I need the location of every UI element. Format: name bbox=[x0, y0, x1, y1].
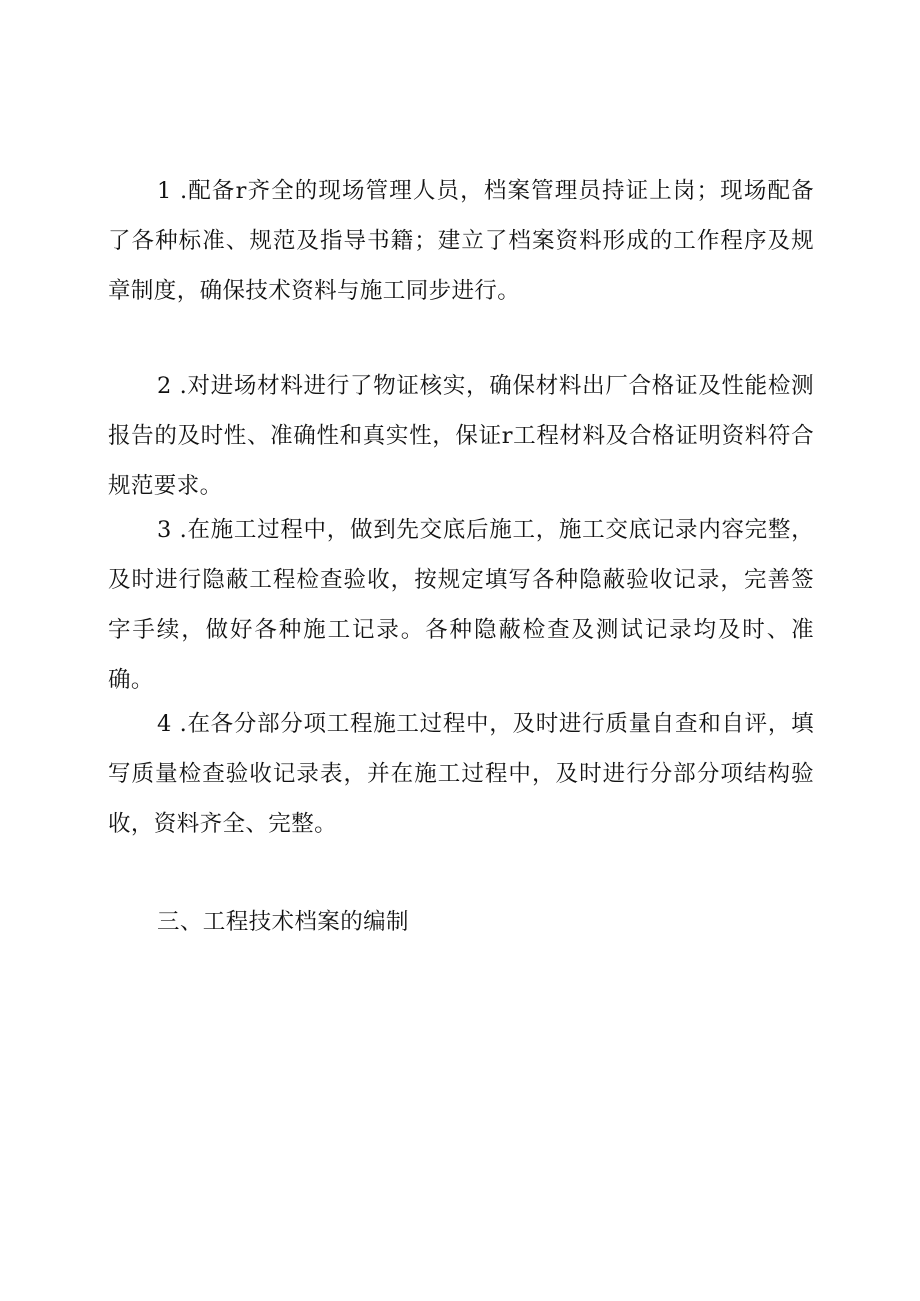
paragraph-1: 1 .配备r齐全的现场管理人员，档案管理员持证上岗；现场配备了各种标准、规范及指导书籍；建立了档案资料形成的工作程序及规章制度，确保技术资料与施工同步进行。 bbox=[108, 178, 814, 304]
paragraph-2: 2 .对进场材料进行了物证核实，确保材料出厂合格证及性能检测报告的及时性、准确性和真实性，保证r工程材料及合格证明资料符合规范要求。 bbox=[108, 373, 814, 499]
paragraph-3: 3 .在施工过程中，做到先交底后施工，施工交底记录内容完整，及时进行隐蔽工程检查验收，按规定填写各种隐蔽验收记录，完善签字手续，做好各种施工记录。各种隐蔽检查及测试记录均及时、准确。 bbox=[108, 517, 814, 693]
section-heading: 三、工程技术档案的编制 bbox=[157, 909, 409, 935]
paragraph-4: 4 .在各分部分项工程施工过程中，及时进行质量自查和自评，填写质量检查验收记录表，并在施工过程中，及时进行分部分项结构验收，资料齐全、完整。 bbox=[108, 711, 814, 837]
